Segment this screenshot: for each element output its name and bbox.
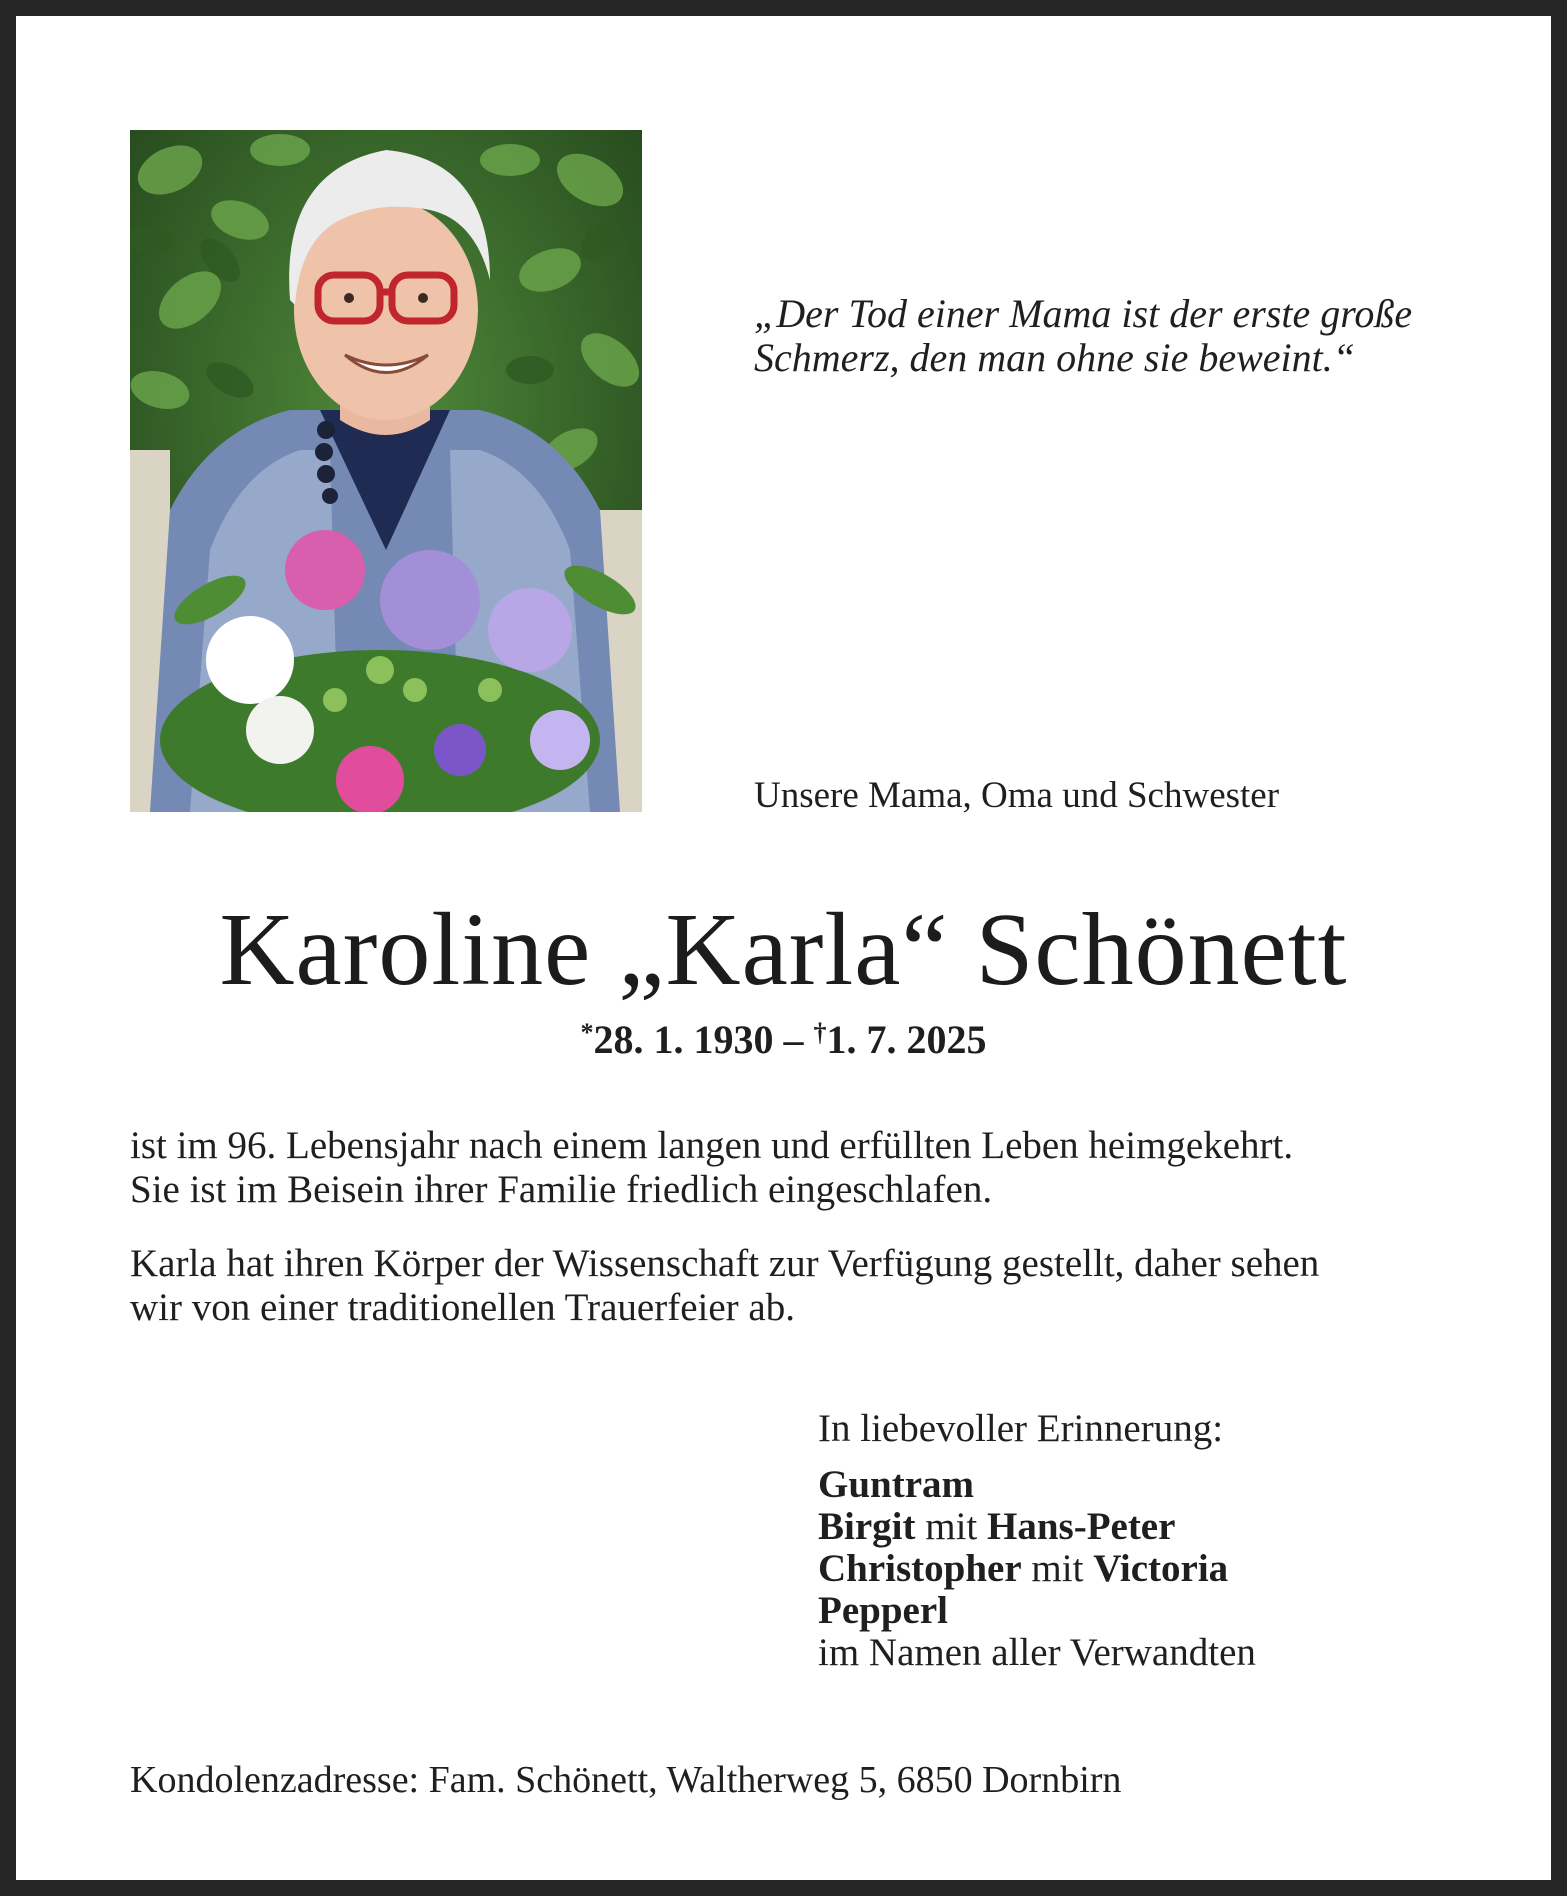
- mourner-connector: mit: [915, 1505, 987, 1548]
- death-date: 1. 7. 2025: [826, 1017, 987, 1062]
- paragraph-line: Sie ist im Beisein ihrer Familie friedlich eingeschlafen.: [130, 1168, 993, 1211]
- quote-text: [754, 292, 1474, 380]
- mourner-connector: mit: [1021, 1547, 1094, 1590]
- mourners-block: [818, 1408, 1256, 1674]
- mourner-row: [818, 1506, 1256, 1548]
- death-symbol: †: [813, 1018, 827, 1047]
- quote-line-2: Schmerz, den man ohne sie beweint.“: [754, 335, 1356, 380]
- birth-date: 28. 1. 1930: [593, 1017, 774, 1062]
- mourner-name: Pepperl: [818, 1589, 948, 1632]
- announcement-paragraph: [130, 1124, 1460, 1212]
- mourner-partner: Hans-Peter: [987, 1505, 1176, 1548]
- paragraph-line: Karla hat ihren Körper der Wissenschaft zur Verfügung gestellt, daher sehen: [130, 1242, 1320, 1285]
- mourner-row: [818, 1590, 1256, 1632]
- mourner-name: Christopher: [818, 1547, 1022, 1590]
- paragraph-line: ist im 96. Lebensjahr nach einem langen und erfüllten Leben heimgekehrt.: [130, 1124, 1294, 1167]
- quote-line-1: „Der Tod einer Mama ist der erste große: [754, 291, 1413, 336]
- birth-symbol: *: [580, 1018, 594, 1047]
- mourners-footer: im Namen aller Verwandten: [818, 1631, 1256, 1674]
- deceased-name: Karoline „Karla“ Schönett: [219, 892, 1348, 1007]
- intro-text: Unsere Mama, Oma und Schwester: [754, 775, 1280, 816]
- date-separator: –: [773, 1017, 814, 1062]
- mourner-row: [818, 1464, 1256, 1506]
- life-dates: [0, 1014, 1567, 1066]
- mourner-row: [818, 1548, 1256, 1590]
- condolence-address: Kondolenzadresse: Fam. Schönett, Waltherweg 5, 6850 Dornbirn: [130, 1759, 1122, 1801]
- mourner-partner: Victoria: [1093, 1547, 1229, 1590]
- mourners-heading: In liebevoller Erinnerung:: [818, 1407, 1224, 1450]
- mourner-name: Guntram: [818, 1463, 974, 1506]
- portrait-photo: [130, 130, 642, 812]
- paragraph-line: wir von einer traditionellen Trauerfeier ab.: [130, 1286, 795, 1329]
- donation-paragraph: [130, 1242, 1460, 1330]
- mourner-name: Birgit: [818, 1505, 916, 1548]
- portrait-photo-image: [130, 130, 642, 812]
